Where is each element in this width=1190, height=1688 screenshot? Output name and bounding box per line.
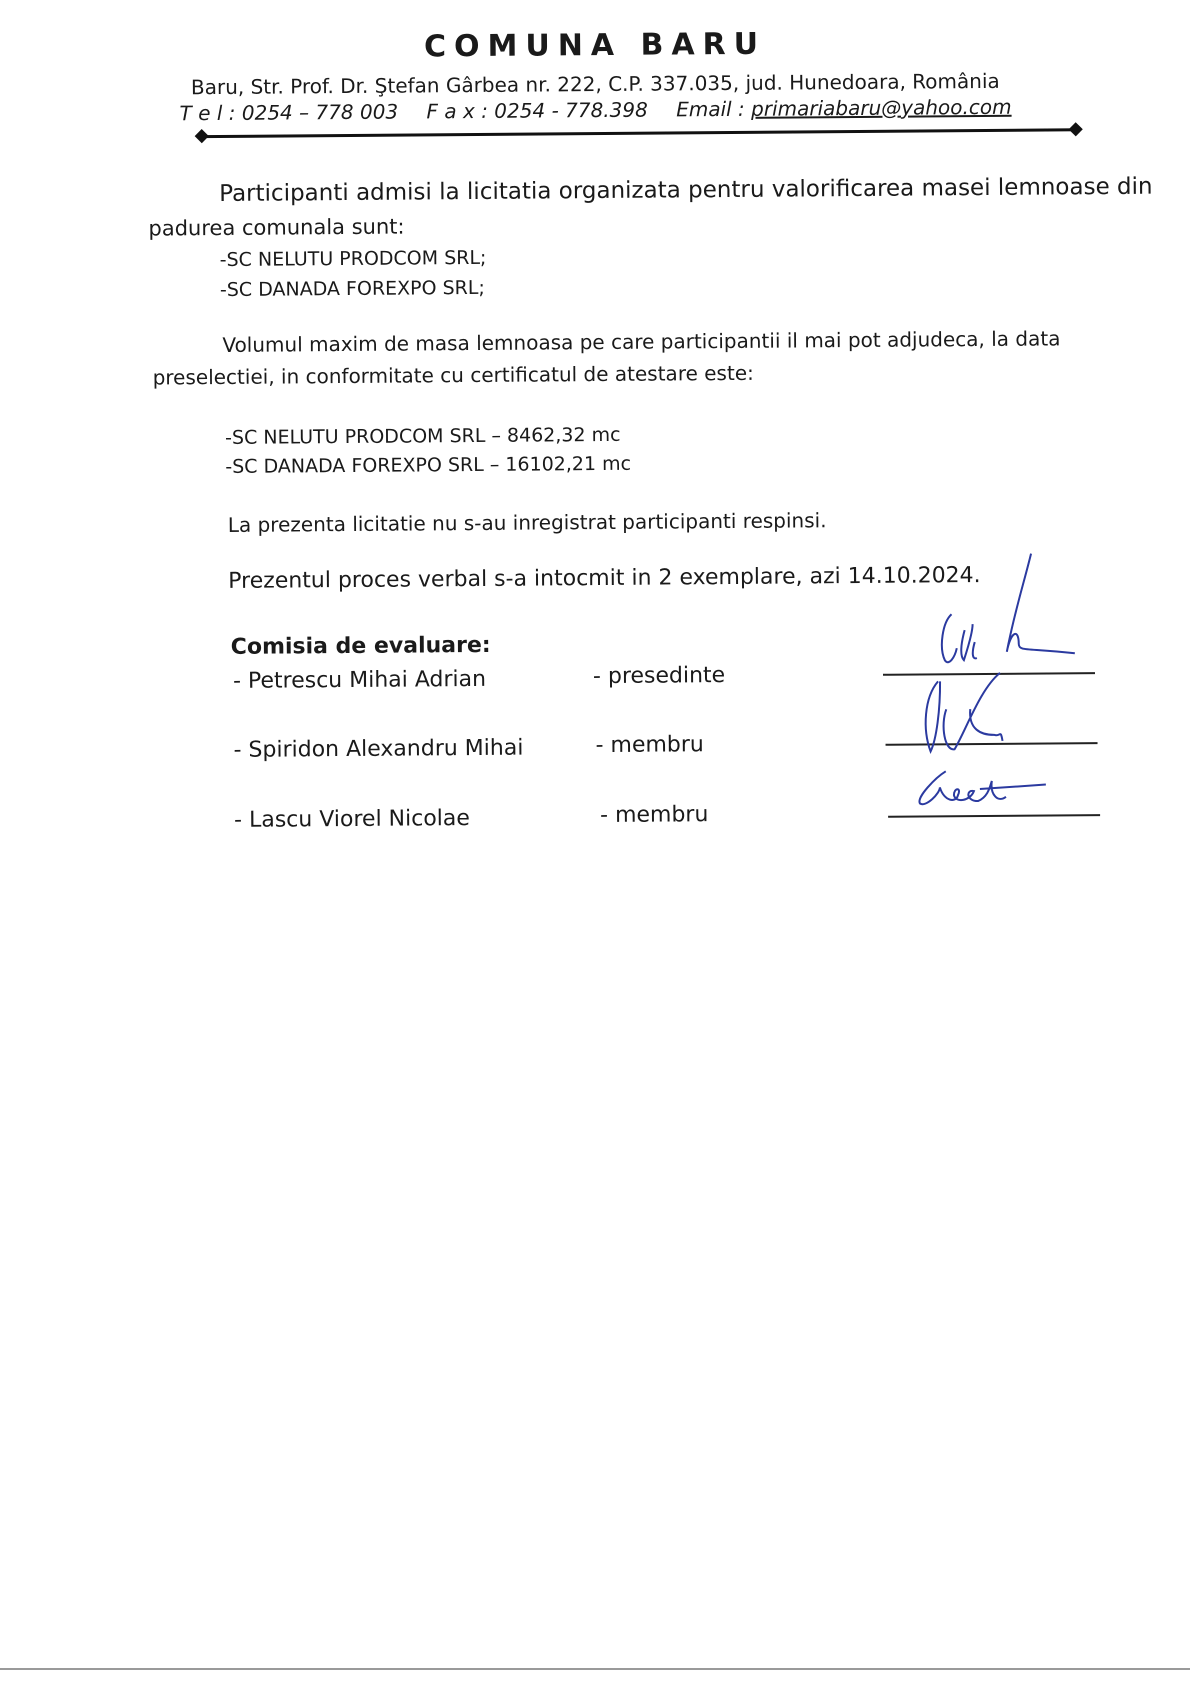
commission-heading: Comisia de evaluare:: [230, 632, 491, 660]
tel-number: 0254 – 778 003: [241, 99, 399, 125]
intro-paragraph-line2: padurea comunala sunt:: [148, 214, 405, 241]
volume-item: -SC NELUTU PRODCOM SRL – 8462,32 mc: [225, 423, 621, 449]
email-link[interactable]: primariabaru@yahoo.com: [751, 94, 1012, 121]
municipality-address: Baru, Str. Prof. Dr. Ştefan Gârbea nr. 222, C.P. 337.035, jud. Hunedoara, România: [190, 68, 1000, 100]
volume-item: -SC DANADA FOREXPO SRL – 16102,21 mc: [225, 452, 632, 478]
divider-diamond-left: [195, 129, 209, 143]
member-name: - Petrescu Mihai Adrian: [232, 666, 487, 694]
member-role: - membru: [599, 802, 709, 829]
header-divider: [201, 128, 1077, 138]
member-role: - presedinte: [592, 663, 726, 690]
signature-member-2: [906, 766, 1056, 817]
volume-paragraph-line1: Volumul maxim de masa lemnoasa pe care participantii il mai pot adjudeca, la data: [222, 326, 1061, 357]
email-label: Email :: [676, 96, 745, 122]
member-role: - membru: [595, 732, 704, 759]
participant-item: -SC NELUTU PRODCOM SRL;: [219, 246, 487, 271]
participant-item: -SC DANADA FOREXPO SRL;: [219, 276, 485, 301]
closing-statement: Prezentul proces verbal s-a intocmit in 2 exemplare, azi 14.10.2024.: [228, 563, 981, 594]
signature-member-1: [910, 669, 1021, 760]
municipality-title: COMUNA BARU: [423, 26, 767, 65]
intro-paragraph-line1: Participanti admisi la licitatia organizata pentru valorificarea masei lemnoase din: [219, 173, 1153, 207]
page-bottom-edge: [0, 1668, 1190, 1670]
fax-label: F a x :: [426, 98, 488, 124]
signature-president: [914, 551, 1090, 672]
fax-number: 0254 - 778.398: [494, 97, 648, 123]
rejected-statement: La prezenta licitatie nu s-au inregistrat participanti respinsi.: [227, 508, 827, 537]
tel-label: T e l :: [179, 100, 236, 126]
member-name: - Spiridon Alexandru Mihai: [233, 735, 524, 763]
member-name: - Lascu Viorel Nicolae: [234, 806, 470, 833]
divider-diamond-right: [1069, 122, 1083, 136]
volume-paragraph-line2: preselectiei, in conformitate cu certificatul de atestare este:: [152, 360, 754, 390]
